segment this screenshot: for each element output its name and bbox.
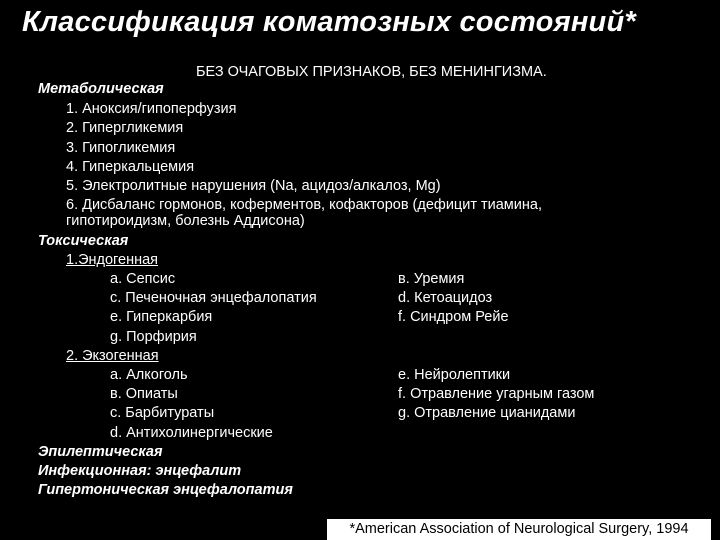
list-item: d. Кетоацидоз <box>398 290 493 306</box>
list-item: g. Порфирия <box>110 329 197 345</box>
list-item: g. Отравление цианидами <box>398 405 576 421</box>
category-metabolic-heading: Метаболическая <box>38 81 164 97</box>
list-item: f. Отравление угарным газом <box>398 386 595 402</box>
category-hypertensive-heading: Гипертоническая энцефалопатия <box>38 482 293 498</box>
list-item: e. Нейролептики <box>398 367 511 383</box>
list-item: d. Антихолинергические <box>110 425 273 441</box>
category-toxic-heading: Токсическая <box>38 233 129 249</box>
list-item: 2. Гипергликемия <box>66 120 184 136</box>
slide-title: Классификация коматозных состояний* <box>22 6 636 38</box>
list-item: 3. Гипогликемия <box>66 140 176 156</box>
subtitle: БЕЗ ОЧАГОВЫХ ПРИЗНАКОВ, БЕЗ МЕНИНГИЗМА. <box>196 64 547 80</box>
subcategory-endogenous: 1.Эндогенная <box>66 252 159 268</box>
list-item: a. Сепсис <box>110 271 176 287</box>
footnote-source <box>327 519 711 540</box>
footnote-text: *American Association of Neurological Surgery, 1994 <box>349 521 689 537</box>
subcategory-exogenous: 2. Экзогенная <box>66 348 159 364</box>
list-item-continuation: гипотироидизм, болезнь Аддисона) <box>66 213 305 229</box>
list-item: 1. Аноксия/гипоперфузия <box>66 101 237 117</box>
list-item: 4. Гиперкальцемия <box>66 159 195 175</box>
list-item: c. Печеночная энцефалопатия <box>110 290 317 306</box>
list-item: в. Уремия <box>398 271 465 287</box>
list-item: f. Синдром Рейе <box>398 309 509 325</box>
category-epileptic-heading: Эпилептическая <box>38 444 163 460</box>
list-item: 6. Дисбаланс гормонов, коферментов, кофакторов (дефицит тиамина, <box>66 197 542 213</box>
list-item: 5. Электролитные нарушения (Na, ацидоз/алкалоз, Mg) <box>66 178 441 194</box>
list-item: e. Гиперкарбия <box>110 309 213 325</box>
list-item: c. Барбитураты <box>110 405 215 421</box>
list-item: a. Алкоголь <box>110 367 188 383</box>
list-item: в. Опиаты <box>110 386 178 402</box>
category-infectious-heading: Инфекционная: энцефалит <box>38 463 242 479</box>
